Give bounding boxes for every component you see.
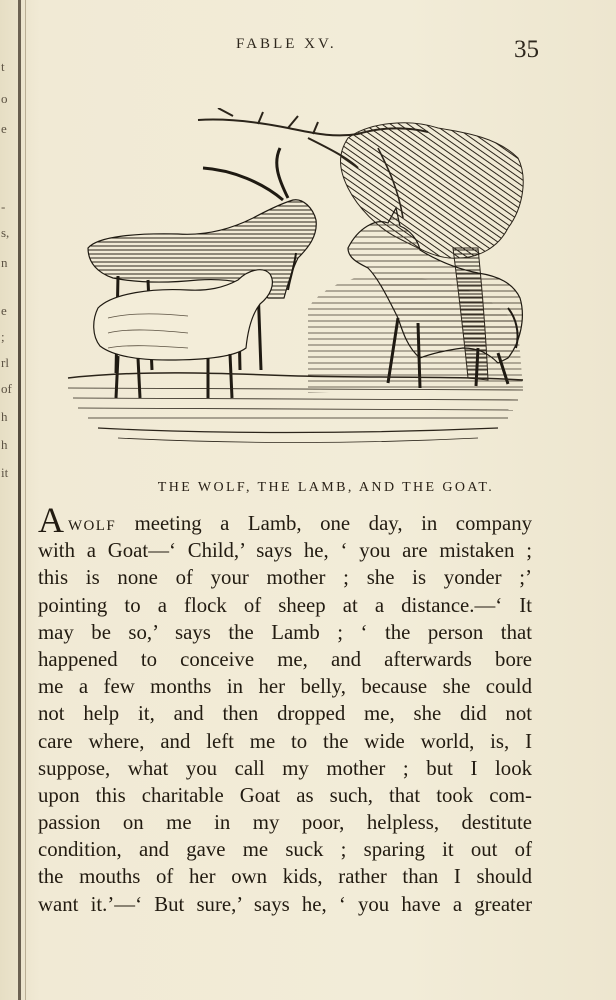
drop-cap: A <box>38 500 64 540</box>
text-line: want it.’—‘ But sure,’ says he, ‘ you have a greater <box>38 892 532 916</box>
text-line: not help it, and then dropped me, she did not <box>38 702 532 726</box>
text-line: suppose, what you call my mother ; but I look <box>38 756 532 780</box>
illustration-caption: THE WOLF, THE LAMB, AND THE GOAT. <box>157 480 495 495</box>
bleed-char: h <box>1 409 8 424</box>
lamb <box>94 270 273 398</box>
bleed-char: it <box>1 465 9 480</box>
text-line: this is none of your mother ; she is yonder ;’ <box>38 566 532 590</box>
text-line: meeting a Lamb, one day, in company <box>116 512 532 535</box>
text-line: happened to conceive me, and afterwards bore <box>38 647 532 671</box>
bleed-char: of <box>1 381 12 396</box>
bleed-char: h <box>1 437 8 452</box>
text-line: care where, and left me to the wide world, is, I <box>38 729 532 753</box>
engraving-illustration <box>58 108 528 453</box>
bleed-char: e <box>1 303 7 318</box>
page-gutter <box>18 0 21 1000</box>
running-head: FABLE XV. <box>236 36 337 52</box>
text-line: upon this charitable Goat as such, that took com- <box>38 783 532 807</box>
bleed-char: t <box>1 59 5 74</box>
bleed-char: o <box>1 91 8 106</box>
bleed-char: - <box>1 199 6 214</box>
text-line: me a few months in her belly, because she could <box>38 675 532 699</box>
text-line: passion on me in my poor, helpless, destitute <box>38 811 532 835</box>
text-line: may be so,’ says the Lamb ; ‘ the person that <box>38 620 532 644</box>
bleed-char: n <box>1 255 8 270</box>
text-line: with a Goat—‘ Child,’ says he, ‘ you are mistaken ; <box>38 539 532 563</box>
text-line: the mouths of her own kids, rather than I should <box>38 865 532 889</box>
opening-smallcaps: WOLF <box>68 518 117 534</box>
bleed-char: e <box>1 121 7 136</box>
bleed-char: rl <box>1 355 9 370</box>
page-edge <box>25 0 26 1000</box>
fable-text <box>38 500 532 918</box>
bleed-char: s, <box>1 225 10 240</box>
text-line: pointing to a flock of sheep at a distance.—‘ It <box>38 593 532 617</box>
text-line: condition, and gave me suck ; sparing it out of <box>38 838 532 862</box>
bleed-char: ; <box>1 329 5 344</box>
page-number: 35 <box>514 36 539 63</box>
text-line-first <box>38 500 532 540</box>
